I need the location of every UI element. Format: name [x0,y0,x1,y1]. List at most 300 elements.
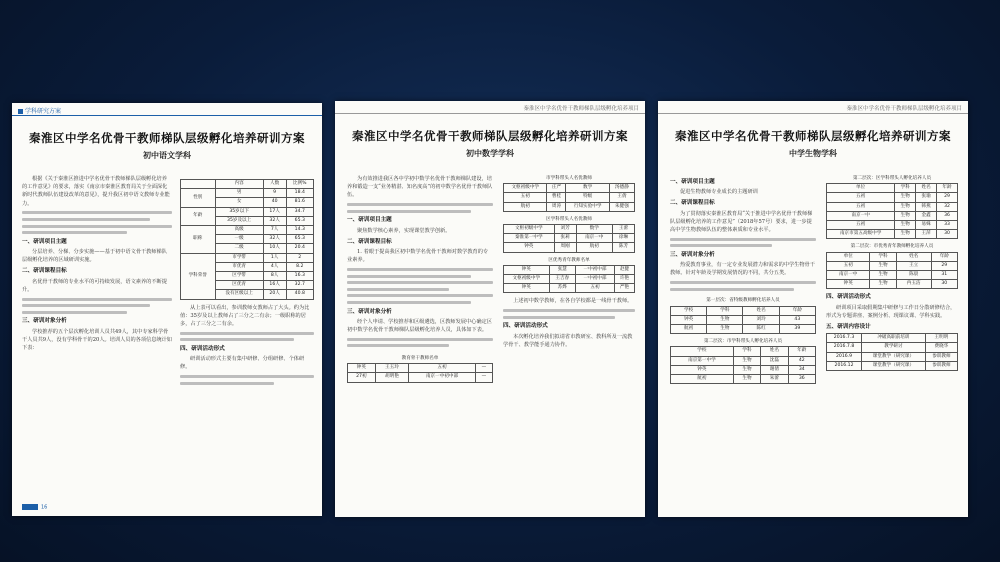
text-line [22,304,150,307]
table-cell: 2016.7.8 [827,343,862,352]
table-cell: 王立 [896,261,931,270]
table-caption-row [671,297,816,306]
table-cell: 特级 [566,193,609,202]
table-header: 内容 [215,180,263,189]
table-cell: 文枢初级中学 [504,184,547,193]
table-cell: 生物 [870,261,896,270]
section-heading: 三、研训对象分析 [347,308,392,315]
table-header: 比例% [286,180,313,189]
table-header [181,180,216,189]
bottom-teacher-table [347,355,493,383]
table-cell: 一中初中部 [575,275,614,284]
intro-paragraph: 为有效推进我区各中学初中数学名优骨干教师梯队建设，培养和锻造一支“业务精湛、知名度高”的初中数学名优骨干教师队伍。 [347,176,493,199]
document-page-math [335,101,645,517]
table-cell: 生物 [895,230,916,239]
table-header: 人数 [263,180,286,189]
teacher-stats-table [180,179,314,300]
table-caption-row [504,216,635,225]
table-cell: 钟英 [504,265,550,274]
table-cell: 29 [937,193,958,202]
table-header: 姓名 [743,306,779,315]
table-cell: 五初 [504,193,547,202]
table-cell: 81.6 [286,198,313,207]
teacher-table [670,297,816,334]
table-cell: 14.3 [286,226,313,235]
text-line [180,332,314,335]
section-text: 学校推荐的五个层次孵化培训人员共49人，其中专家科学骨干人员共9人，没有学科骨干的20人。培训人员的各项信息统计如下表： [22,328,172,351]
table-row [504,193,635,202]
table-row [827,343,958,352]
section-heading: 三、研训对象分析 [22,318,67,325]
page-number-text: 16 [41,504,48,510]
table-caption-row [504,257,635,266]
table-cell: 生物 [733,365,760,374]
left-table-group [670,297,816,384]
table-row [827,202,958,211]
table-cell: 陈芳 [612,243,634,252]
table-row [827,211,958,220]
table-row [181,189,314,198]
table-cell: 航初 [671,375,734,384]
table-row [671,365,816,374]
table-cell: 35岁以下 [215,207,263,216]
table-caption: 第二层次：市优秀青年教师孵化培养人员 [850,244,934,250]
table-cell: 金鑫 [916,211,937,220]
table-cell: 周刚 [554,243,576,252]
table-header: 年龄 [779,306,815,315]
table-cell: 4人 [263,262,286,271]
table-cell: 36 [937,211,958,220]
table-row [827,193,958,202]
page-title: 秦淮区中学名优骨干教师梯队层级孵化培养研训方案 [29,131,305,145]
table-cell: 一中初中部 [575,265,614,274]
table-cell: 航初 [671,325,707,334]
table-cell: 29 [931,261,957,270]
table-cell: 张瑜 [916,193,937,202]
table-cell: 34 [788,365,815,374]
table-row [348,364,493,373]
table-cell: 汤德静 [609,184,634,193]
table-cell: 女 [215,198,263,207]
table-cell: 冉玉洁 [896,280,931,289]
table-header: 学科 [707,306,743,315]
page-subtitle: 初中语文学科 [143,150,191,160]
table-cell: 32人 [263,235,286,244]
table-cell: 43 [779,315,815,324]
table-cell: 徐琳 [612,234,634,243]
teacher-table [503,175,635,212]
table-cell: 二级 [215,244,263,253]
table-row [827,280,958,289]
table-row [827,271,958,280]
section-text: 为了贯彻落实秦淮区教育局“关于推进中学名优骨干教师梯队层级孵化培养的工作意见”（2018年57号）要求，进一步提高中学生物教师队伍的整体素质和专业水平。 [670,210,813,234]
table-cell: — [475,373,492,382]
table-caption: 第二层次：区学科带头人孵化培养人员 [852,176,932,181]
section-heading: 二、研训课程目标 [670,200,715,207]
table-cell: 65.3 [286,216,313,225]
section-heading: 四、研训活动形式 [826,294,871,301]
table-cell: 16.3 [286,272,313,281]
section-text: 本次孵化培养我们拟请省市教研室、教科所及一流教学骨干、教学能手通力协作。 [503,333,633,348]
header-square-icon [18,109,23,114]
table-cell: 周涛 [547,202,566,211]
page-title: 秦淮区中学名优骨干教师梯队层级孵化培养研训方案 [352,129,628,143]
teacher-table [503,257,635,294]
table-cell: 35岁及以上 [215,216,263,225]
table-row [827,221,958,230]
table-row [504,225,635,234]
left-column [347,175,493,383]
page-number-bar [22,504,38,510]
section-text: 分层培养、分梯、分步实施——基于初中语文骨干教师梯队层级孵化培养的区域研训实施。 [22,248,167,264]
table-cell: 朱蕾 [761,375,788,384]
table-cell: 生物 [895,211,916,220]
table-cell: 五初 [827,193,895,202]
page-title: 秦淮区中学名优骨干教师梯队层级孵化培养研训方案 [675,129,951,143]
table-cell: 钟英 [671,365,734,374]
table-cell: 航初 [576,243,612,252]
section-text: 名优骨干教师的专业水平的可持续发展，语文素养的不断提升。 [22,278,167,293]
teacher-table [670,338,816,384]
table-row [504,184,635,193]
section-text: 1. 着眼于提高我区初中数学名优骨干教师对数学教育的专业素养。 [347,249,489,264]
text-line [347,275,471,278]
section-heading: 三、研训对象分析 [670,252,715,258]
text-line [180,338,294,341]
table-cell: 区优青 [215,281,263,290]
text-line [503,316,615,319]
table-cell: 文枢初级中学 [504,225,555,234]
teacher-table [826,175,958,239]
table-cell: 1人 [263,253,286,262]
table-header-row [671,347,816,356]
table-row [504,275,635,284]
header-label: 学科研究方案 [25,108,62,115]
page-subtitle: 中学生物学科 [789,148,837,158]
page-header: 秦淮区中学名优骨干教师梯队层级孵化培养项目 [335,101,645,114]
table-header: 学科 [733,347,760,356]
table-cell: 市优青 [215,262,263,271]
table-cell: 2 [286,253,313,262]
table-cell: 胡明艳 [375,373,409,382]
table-cell: 张莉 [554,234,576,243]
table-cell: 生物 [870,271,896,280]
table-cell: 高级 [215,226,263,235]
section-text: 研训活动形式主要有集中研修、分组研修、个体研修。 [180,356,305,371]
text-line [347,338,493,341]
table-cell: 朱健强 [609,202,634,211]
table-cell: 34.7 [286,207,313,216]
table-cell: 钟英 [504,243,555,252]
table-row [827,261,958,270]
table-cell: 参训教师 [925,361,957,370]
table-cell: 16人 [263,281,286,290]
table-cell: — [475,364,492,373]
table-cell: 五初 [827,261,870,270]
table-row [504,202,635,211]
table-cell: 钟英 [504,284,550,293]
table-caption: 区优秀青年教师名单 [548,257,590,263]
table-cell: 王吉春 [549,275,575,284]
table-cell: 王蕾 [612,225,634,234]
section-heading: 二、研训课程目标 [347,238,392,245]
table-cell: 五初 [575,284,614,293]
text-line [22,231,127,234]
table-cell: 数学 [576,225,612,234]
table-cell: 赵健 [615,265,635,274]
table-cell: 39 [779,325,815,334]
analysis-text: 从上表可以看出，参训教师女教师占了大头。约为比值：35岁及以上教师占了三分之二有余；一级职称的居多，占了三分之二有余。 [180,304,310,328]
table-cell: 男 [215,189,263,198]
right-column [826,175,958,371]
table-cell: 陈红 [743,325,779,334]
table-cell: 苏烨 [549,284,575,293]
table-cell: 王倩 [609,193,634,202]
section-text: 上述初中数学教师，在各自学校都是一线骨干教师。 [513,298,633,305]
table-cell: 20.4 [286,244,313,253]
page-header: 秦淮区中学名优骨干教师梯队层级孵化培养项目 [658,101,968,114]
text-line [347,344,449,347]
table-header: 单位 [827,184,895,193]
table-caption-row [504,175,635,184]
left-column [22,175,172,353]
table-cell: 教学研讨 [862,343,926,352]
left-column [670,175,816,388]
table-cell: 钟英 [827,280,870,289]
table-cell: 32人 [263,216,286,225]
table-cell: 王明明 [925,334,957,343]
table-cell: 30 [931,280,957,289]
text-line [347,301,471,304]
text-line [22,225,172,228]
table-cell: 2016.7.3 [827,334,862,343]
table-cell: 秦淮第一中学 [504,234,555,243]
table-cell: 7人 [263,226,286,235]
table-cell: 严艳 [615,284,635,293]
document-page-biology [658,101,968,517]
document-page-chinese [12,103,322,516]
table-caption: 市学科带头人名优教师 [546,176,592,181]
table-cell: 36 [788,375,815,384]
text-line [670,288,794,291]
table-cell: 生物 [870,280,896,289]
table-header: 姓名 [896,252,931,261]
table-header: 学科 [870,252,896,261]
table-cell: 生物 [895,221,916,230]
page-number [22,504,47,511]
table-row [181,207,314,216]
table-cell: 65.3 [286,235,313,244]
table-cell: 费晓华 [925,343,957,352]
table-cell: 32.7 [286,281,313,290]
table-caption: 第二层次：市学科带头人孵化培养人员 [703,339,783,345]
table-cell: 文枢初级中学 [504,275,550,284]
table-cell: 10人 [263,244,286,253]
section-heading: 四、研训活动形式 [180,346,225,353]
text-line [347,203,493,206]
table-cell: 17人 [263,207,286,216]
table-row [504,234,635,243]
table-cell: 一级 [215,235,263,244]
table-cell: 南京第一中学 [671,356,734,365]
table-row [671,325,816,334]
table-header-row [181,180,314,189]
table-cell-group: 性别 [181,189,216,207]
table-caption-row [827,243,958,252]
table-cell: 谢倩 [761,365,788,374]
section-text: 经个人申请、学校推荐和区级遴选，区教师发展中心确定区初中数学名优骨干教师梯队层级孵化培养人员，具体如下表。 [347,318,492,333]
section-text: 研训项目采取假期集中研修与工作日分散研修结合，形式为专题讲座、案例分析、现课议课、学科实践。 [826,304,956,319]
table-cell: 生物 [895,202,916,211]
text-line [347,294,493,297]
text-line [347,268,493,271]
section-heading: 四、研训活动形式 [503,323,548,330]
table-cell: 8人 [263,272,286,281]
table-cell: 行知实验中学 [566,202,609,211]
table-cell: 32 [937,202,958,211]
text-line [670,238,816,241]
table-cell: 8.2 [286,262,313,271]
text-line [670,281,816,284]
table-cell: 冲破高职前培训 [862,334,926,343]
table-cell: 钟英 [348,364,376,373]
table-header: 姓名 [916,184,937,193]
text-line [347,288,449,291]
table-cell: 生物 [733,356,760,365]
table-cell: 南京一中 [827,211,895,220]
schedule-table [826,333,958,371]
section-heading: 一、研训项目主题 [22,238,67,245]
text-line [22,211,172,214]
table-header: 学校 [671,306,707,315]
table-header: 学科 [895,184,916,193]
table-cell: 31 [931,271,957,280]
table-cell: 南京一中初中部 [409,373,476,382]
text-line [180,375,314,378]
table-cell: 2016.9 [827,352,862,361]
table-cell: 航初 [504,202,547,211]
table-cell: 没有区级以上 [215,290,263,299]
table-caption: 第一层次：省特级教师孵化培养人员 [706,298,780,304]
table-cell: 南京市第五高级中学 [827,230,895,239]
table-header-row [671,306,816,315]
table-cell: 市学带 [215,253,263,262]
text-line [347,210,471,213]
table-cell: 庄严 [547,184,566,193]
table-cell: 课堂教学（研究课） [862,361,926,370]
section-text: 热爱教育事业，有一定专业发展潜力和需求的中学生物骨干教师。针对年龄及学期发展情况的不同，共分五类。 [670,262,815,277]
table-cell: 沈磊 [761,356,788,365]
table-row [827,361,958,370]
table-cell: 曹桂 [547,193,566,202]
table-cell: 南京一中 [576,234,612,243]
table-cell: 生物 [895,193,916,202]
table-cell: 40.8 [286,290,313,299]
table-header: 学校 [671,347,734,356]
table-cell-group: 年龄 [181,207,216,225]
table-cell: 区学带 [215,272,263,281]
table-cell: 刘芳 [554,225,576,234]
table-row [827,334,958,343]
table-row [671,315,816,324]
teacher-table [826,243,958,289]
table-header: 单位 [827,252,870,261]
table-cell: 易姝 [916,221,937,230]
table-cell: 42 [788,356,815,365]
table-row [827,352,958,361]
table-caption-row [671,338,816,347]
text-line [180,382,274,385]
table-cell: 27初 [348,373,376,382]
table-cell: 王萍 [916,230,937,239]
teacher-table-group [503,175,635,293]
table-row [181,226,314,235]
table-row [181,253,314,262]
table-caption: 区学科带头人名优教师 [546,216,592,222]
section-text: 聚焦数学核心素养，实现课堂教学创新。 [357,227,451,234]
table-cell: 许艳 [615,275,635,284]
text-line [22,311,127,314]
table-cell: 20人 [263,290,286,299]
table-cell: 生物 [707,325,743,334]
section-heading: 二、研训课程目标 [22,268,67,275]
table-cell-group: 学科荣誉 [181,253,216,299]
table-cell: 南京一中 [827,271,870,280]
page-header [12,103,322,116]
table-header-row [827,184,958,193]
table-header: 年龄 [788,347,815,356]
table-row [671,356,816,365]
table-cell: 2016.12 [827,361,862,370]
table-header-row [827,252,958,261]
section-heading: 一、研训项目主题 [670,179,715,185]
page-subtitle: 初中数学学科 [466,148,514,158]
table-row [671,375,816,384]
text-line [22,218,150,221]
table-header: 年龄 [931,252,957,261]
text-line [347,281,493,284]
table-cell: 王玉玲 [375,364,409,373]
right-column [503,175,635,350]
table-cell: 五初 [409,364,476,373]
table-row [504,265,635,274]
table-cell: 五初 [827,202,895,211]
table-cell: 9 [263,189,286,198]
table-caption: 教育骨干教师名单 [401,355,439,361]
table-cell: 课堂教学（研究课） [862,352,926,361]
right-column [180,179,314,388]
section-text: 促进生物教师专业成长的主题研训 [680,189,758,196]
table-row [504,243,635,252]
table-cell: 40 [263,198,286,207]
table-row [827,230,958,239]
table-row [348,373,493,382]
table-cell: 参训教师 [925,352,957,361]
table-cell-group: 职称 [181,226,216,254]
table-caption-row [827,175,958,184]
table-cell: 生物 [707,315,743,324]
text-line [503,309,635,312]
table-header: 姓名 [761,347,788,356]
table-row [504,284,635,293]
table-cell: 五初 [827,221,895,230]
table-header: 年龄 [937,184,958,193]
table-cell: 张慧 [549,265,575,274]
section-heading: 五、研训内容设计 [826,324,871,331]
table-cell: 生物 [733,375,760,384]
text-line [670,244,772,247]
intro-paragraph: 根据《关于秦淮区推进中学名优骨干教师梯队层级孵化培养的工作意见》的要求，落实《南京市秦淮区教育局关于全面深化新时代教师队伍建设改革的意见》，提升我区初中语文教师专业能力。 [22,176,170,207]
